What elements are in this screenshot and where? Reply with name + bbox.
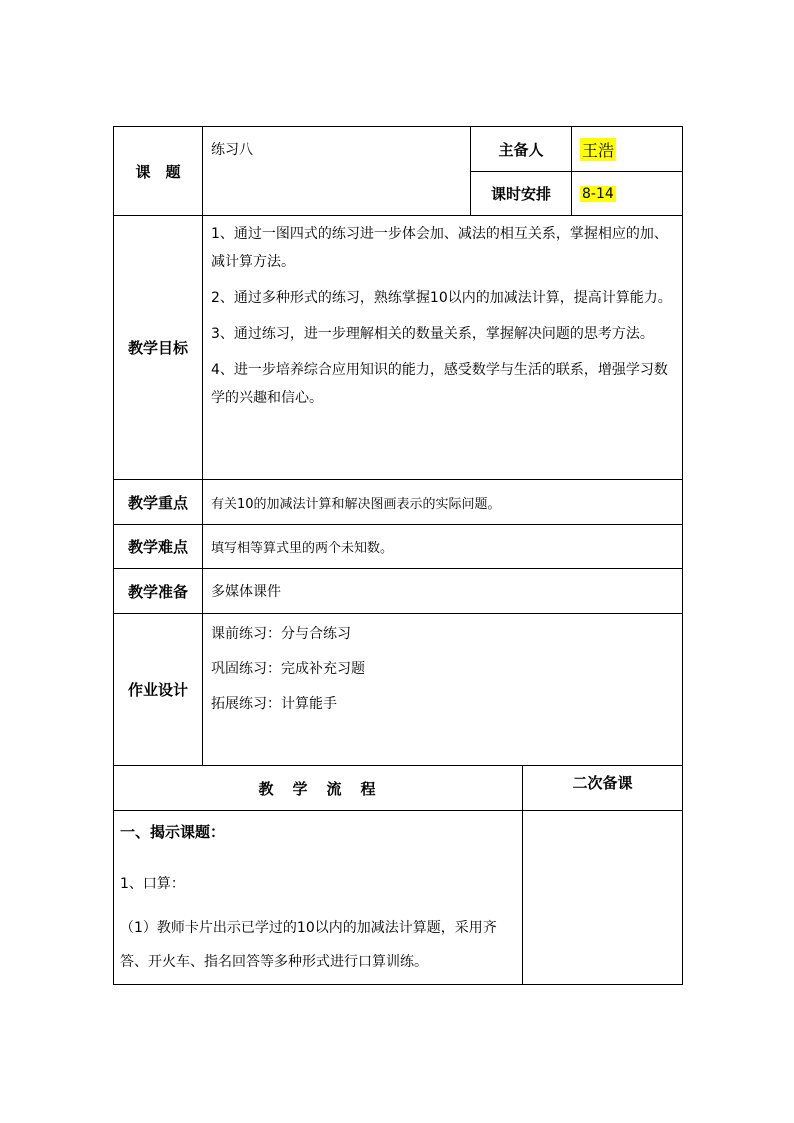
- difficulties-value: 填写相等算式里的两个未知数。: [203, 525, 683, 569]
- homework-item: 巩固练习：完成补充习题: [211, 661, 365, 677]
- key-points-label: 教学重点: [114, 480, 203, 525]
- teaching-flow-table: [113, 765, 683, 985]
- goal-item: 1、通过一图四式的练习进一步体会加、减法的相互关系，掌握相应的加、减计算方法。: [211, 226, 668, 270]
- homework-content: [203, 614, 683, 766]
- goals-content: [203, 216, 683, 480]
- flow-section-heading: 一、揭示课题：: [120, 823, 226, 841]
- flow-content: [114, 811, 523, 985]
- preparation-value: 多媒体课件: [203, 569, 683, 614]
- preparation-label: 教学准备: [114, 569, 203, 614]
- topic-value: 练习八: [203, 127, 471, 216]
- second-prep-label: 二次备课: [523, 766, 683, 811]
- homework-label: 作业设计: [114, 614, 203, 766]
- schedule-cell: [572, 172, 683, 216]
- goal-item: 2、通过多种形式的练习，熟练掌握10以内的加减法计算，提高计算能力。: [211, 290, 672, 306]
- preparer-label: 主备人: [471, 127, 572, 172]
- schedule-label: 课时安排: [471, 172, 572, 216]
- preparer-cell: [572, 127, 683, 172]
- goals-label: 教学目标: [114, 216, 203, 480]
- topic-label: 课 题: [114, 127, 203, 216]
- key-points-value: 有关10的加减法计算和解决图画表示的实际问题。: [203, 480, 683, 525]
- flow-line: 1、口算：: [120, 876, 185, 892]
- preparer-value: 王浩: [580, 138, 616, 161]
- flow-title: 教 学 流 程: [114, 766, 523, 811]
- homework-item: 课前练习：分与合练习: [211, 626, 351, 642]
- goal-item: 3、通过练习，进一步理解相关的数量关系，掌握解决问题的思考方法。: [211, 326, 654, 342]
- homework-item: 拓展练习：计算能手: [211, 696, 337, 712]
- second-prep-cell: [523, 811, 683, 985]
- lesson-info-table: [113, 126, 683, 766]
- flow-line: （1）教师卡片出示已学过的10以内的加减法计算题，采用齐答、开火车、指名回答等多种形式进行口算训练。: [120, 920, 497, 970]
- difficulties-label: 教学难点: [114, 525, 203, 569]
- schedule-value: 8-14: [582, 185, 614, 202]
- goal-item: 4、进一步培养综合应用知识的能力，感受数学与生活的联系，增强学习数学的兴趣和信心。: [211, 362, 668, 406]
